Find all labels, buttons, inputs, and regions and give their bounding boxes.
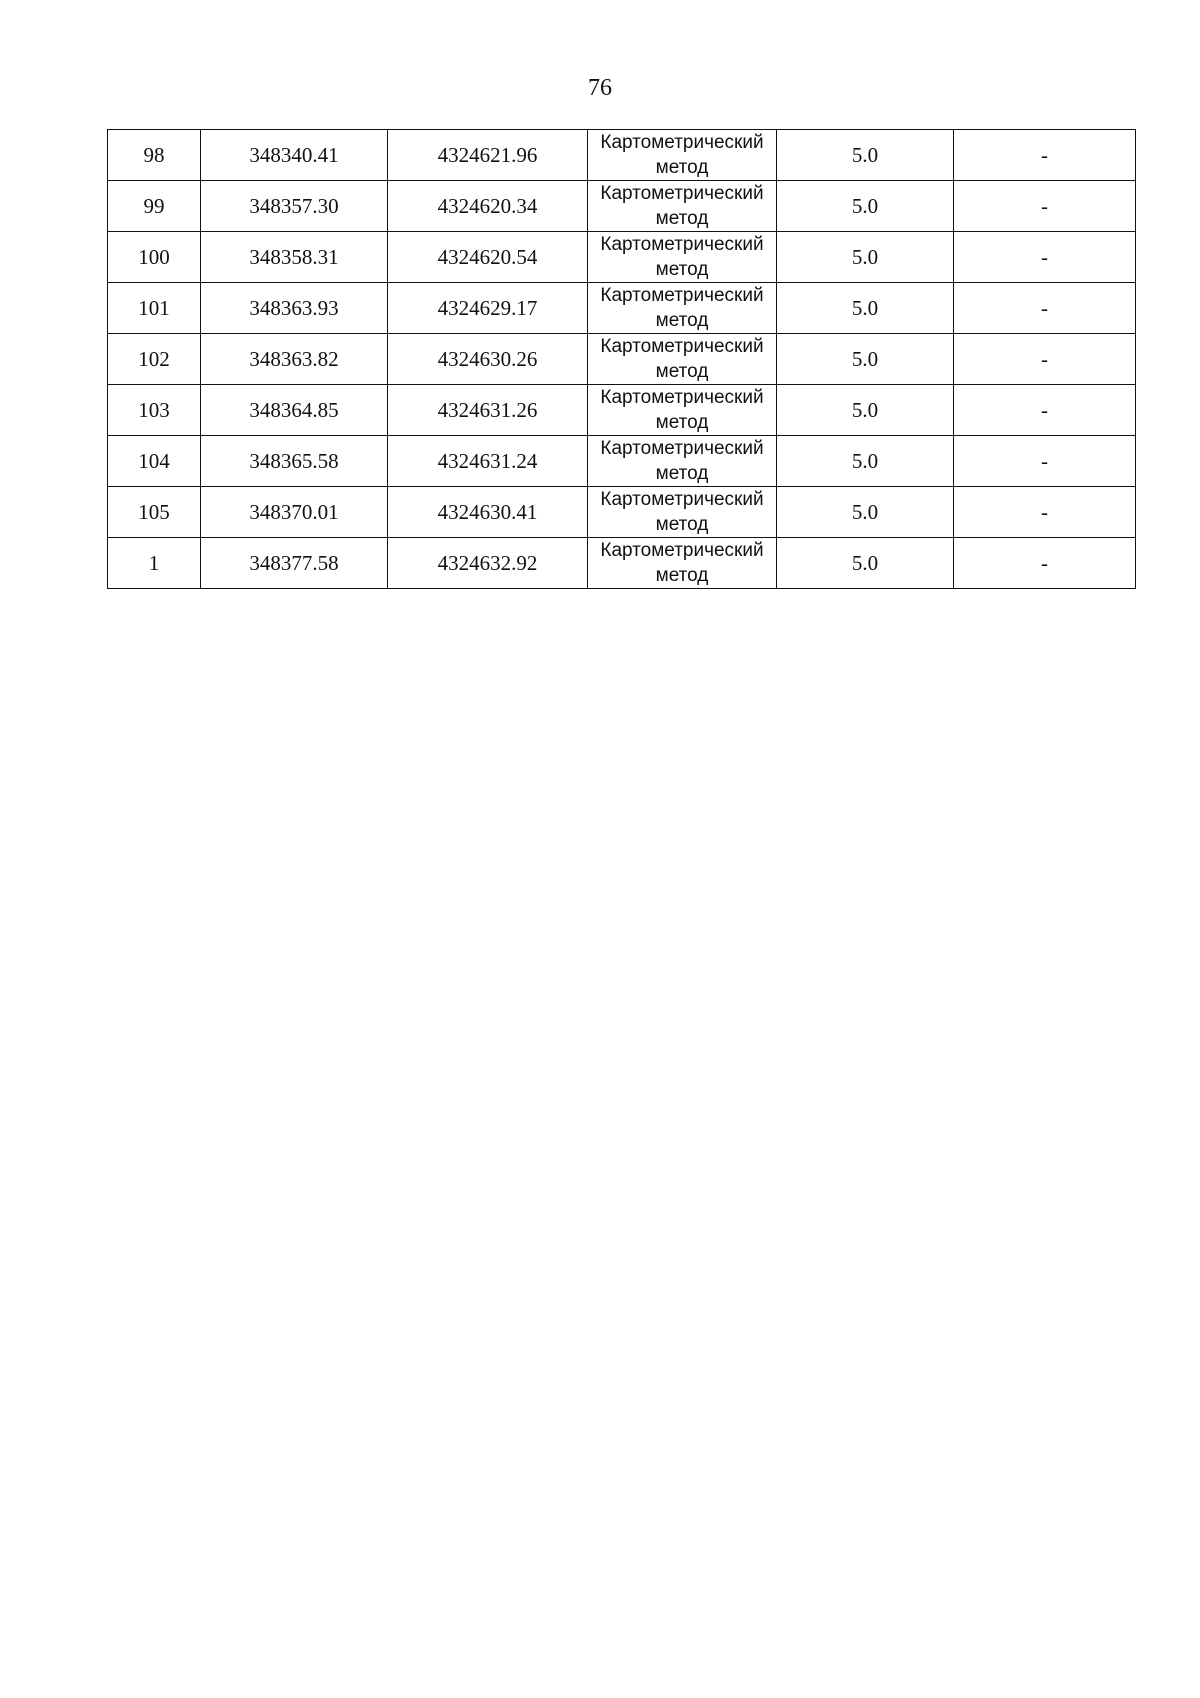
y-coordinate-cell: 4324630.41 — [388, 487, 588, 538]
method-line-1: Картометрический — [600, 234, 764, 255]
note-cell: - — [954, 385, 1136, 436]
x-coordinate-cell: 348364.85 — [201, 385, 388, 436]
table-row — [108, 181, 1136, 232]
accuracy-cell: 5.0 — [777, 487, 954, 538]
method-line-1: Картометрический — [600, 387, 764, 408]
accuracy-cell: 5.0 — [777, 334, 954, 385]
method-line-1: Картометрический — [600, 132, 764, 153]
x-coordinate-cell: 348365.58 — [201, 436, 388, 487]
method-line-2: метод — [655, 310, 709, 331]
method-cell — [588, 130, 777, 181]
point-number-cell: 101 — [108, 283, 201, 334]
method-line-2: метод — [655, 565, 709, 586]
y-coordinate-cell: 4324631.26 — [388, 385, 588, 436]
method-cell — [588, 487, 777, 538]
note-cell: - — [954, 232, 1136, 283]
point-number-cell: 102 — [108, 334, 201, 385]
table-row — [108, 283, 1136, 334]
note-cell: - — [954, 334, 1136, 385]
accuracy-cell: 5.0 — [777, 130, 954, 181]
x-coordinate-cell: 348357.30 — [201, 181, 388, 232]
x-coordinate-cell: 348363.93 — [201, 283, 388, 334]
point-number-cell: 100 — [108, 232, 201, 283]
accuracy-cell: 5.0 — [777, 232, 954, 283]
method-line-1: Картометрический — [600, 438, 764, 459]
point-number-cell: 98 — [108, 130, 201, 181]
method-line-2: метод — [655, 361, 709, 382]
method-line-1: Картометрический — [600, 285, 764, 306]
accuracy-cell: 5.0 — [777, 538, 954, 589]
accuracy-cell: 5.0 — [777, 181, 954, 232]
y-coordinate-cell: 4324620.54 — [388, 232, 588, 283]
method-line-2: метод — [655, 514, 709, 535]
method-cell — [588, 283, 777, 334]
x-coordinate-cell: 348377.58 — [201, 538, 388, 589]
y-coordinate-cell: 4324621.96 — [388, 130, 588, 181]
method-cell — [588, 334, 777, 385]
table-row — [108, 538, 1136, 589]
note-cell: - — [954, 487, 1136, 538]
y-coordinate-cell: 4324632.92 — [388, 538, 588, 589]
x-coordinate-cell: 348358.31 — [201, 232, 388, 283]
method-line-2: метод — [655, 259, 709, 280]
method-line-2: метод — [655, 208, 709, 229]
point-number-cell: 103 — [108, 385, 201, 436]
method-line-1: Картометрический — [600, 540, 764, 561]
accuracy-cell: 5.0 — [777, 436, 954, 487]
page-number: 76 — [588, 75, 612, 101]
table-row — [108, 334, 1136, 385]
method-cell — [588, 385, 777, 436]
table-row — [108, 436, 1136, 487]
y-coordinate-cell: 4324629.17 — [388, 283, 588, 334]
x-coordinate-cell: 348370.01 — [201, 487, 388, 538]
point-number-cell: 99 — [108, 181, 201, 232]
method-line-2: метод — [655, 157, 709, 178]
x-coordinate-cell: 348340.41 — [201, 130, 388, 181]
method-line-2: метод — [655, 463, 709, 484]
note-cell: - — [954, 181, 1136, 232]
note-cell: - — [954, 436, 1136, 487]
note-cell: - — [954, 538, 1136, 589]
method-line-2: метод — [655, 412, 709, 433]
point-number-cell: 104 — [108, 436, 201, 487]
table-row — [108, 487, 1136, 538]
note-cell: - — [954, 130, 1136, 181]
y-coordinate-cell: 4324631.24 — [388, 436, 588, 487]
table-row — [108, 385, 1136, 436]
coordinates-table — [107, 129, 1136, 589]
y-coordinate-cell: 4324620.34 — [388, 181, 588, 232]
method-line-1: Картометрический — [600, 336, 764, 357]
method-line-1: Картометрический — [600, 183, 764, 204]
method-cell — [588, 436, 777, 487]
accuracy-cell: 5.0 — [777, 283, 954, 334]
accuracy-cell: 5.0 — [777, 385, 954, 436]
point-number-cell: 105 — [108, 487, 201, 538]
x-coordinate-cell: 348363.82 — [201, 334, 388, 385]
point-number-cell: 1 — [108, 538, 201, 589]
y-coordinate-cell: 4324630.26 — [388, 334, 588, 385]
method-cell — [588, 232, 777, 283]
table-row — [108, 130, 1136, 181]
note-cell: - — [954, 283, 1136, 334]
method-cell — [588, 181, 777, 232]
table-row — [108, 232, 1136, 283]
method-cell — [588, 538, 777, 589]
method-line-1: Картометрический — [600, 489, 764, 510]
